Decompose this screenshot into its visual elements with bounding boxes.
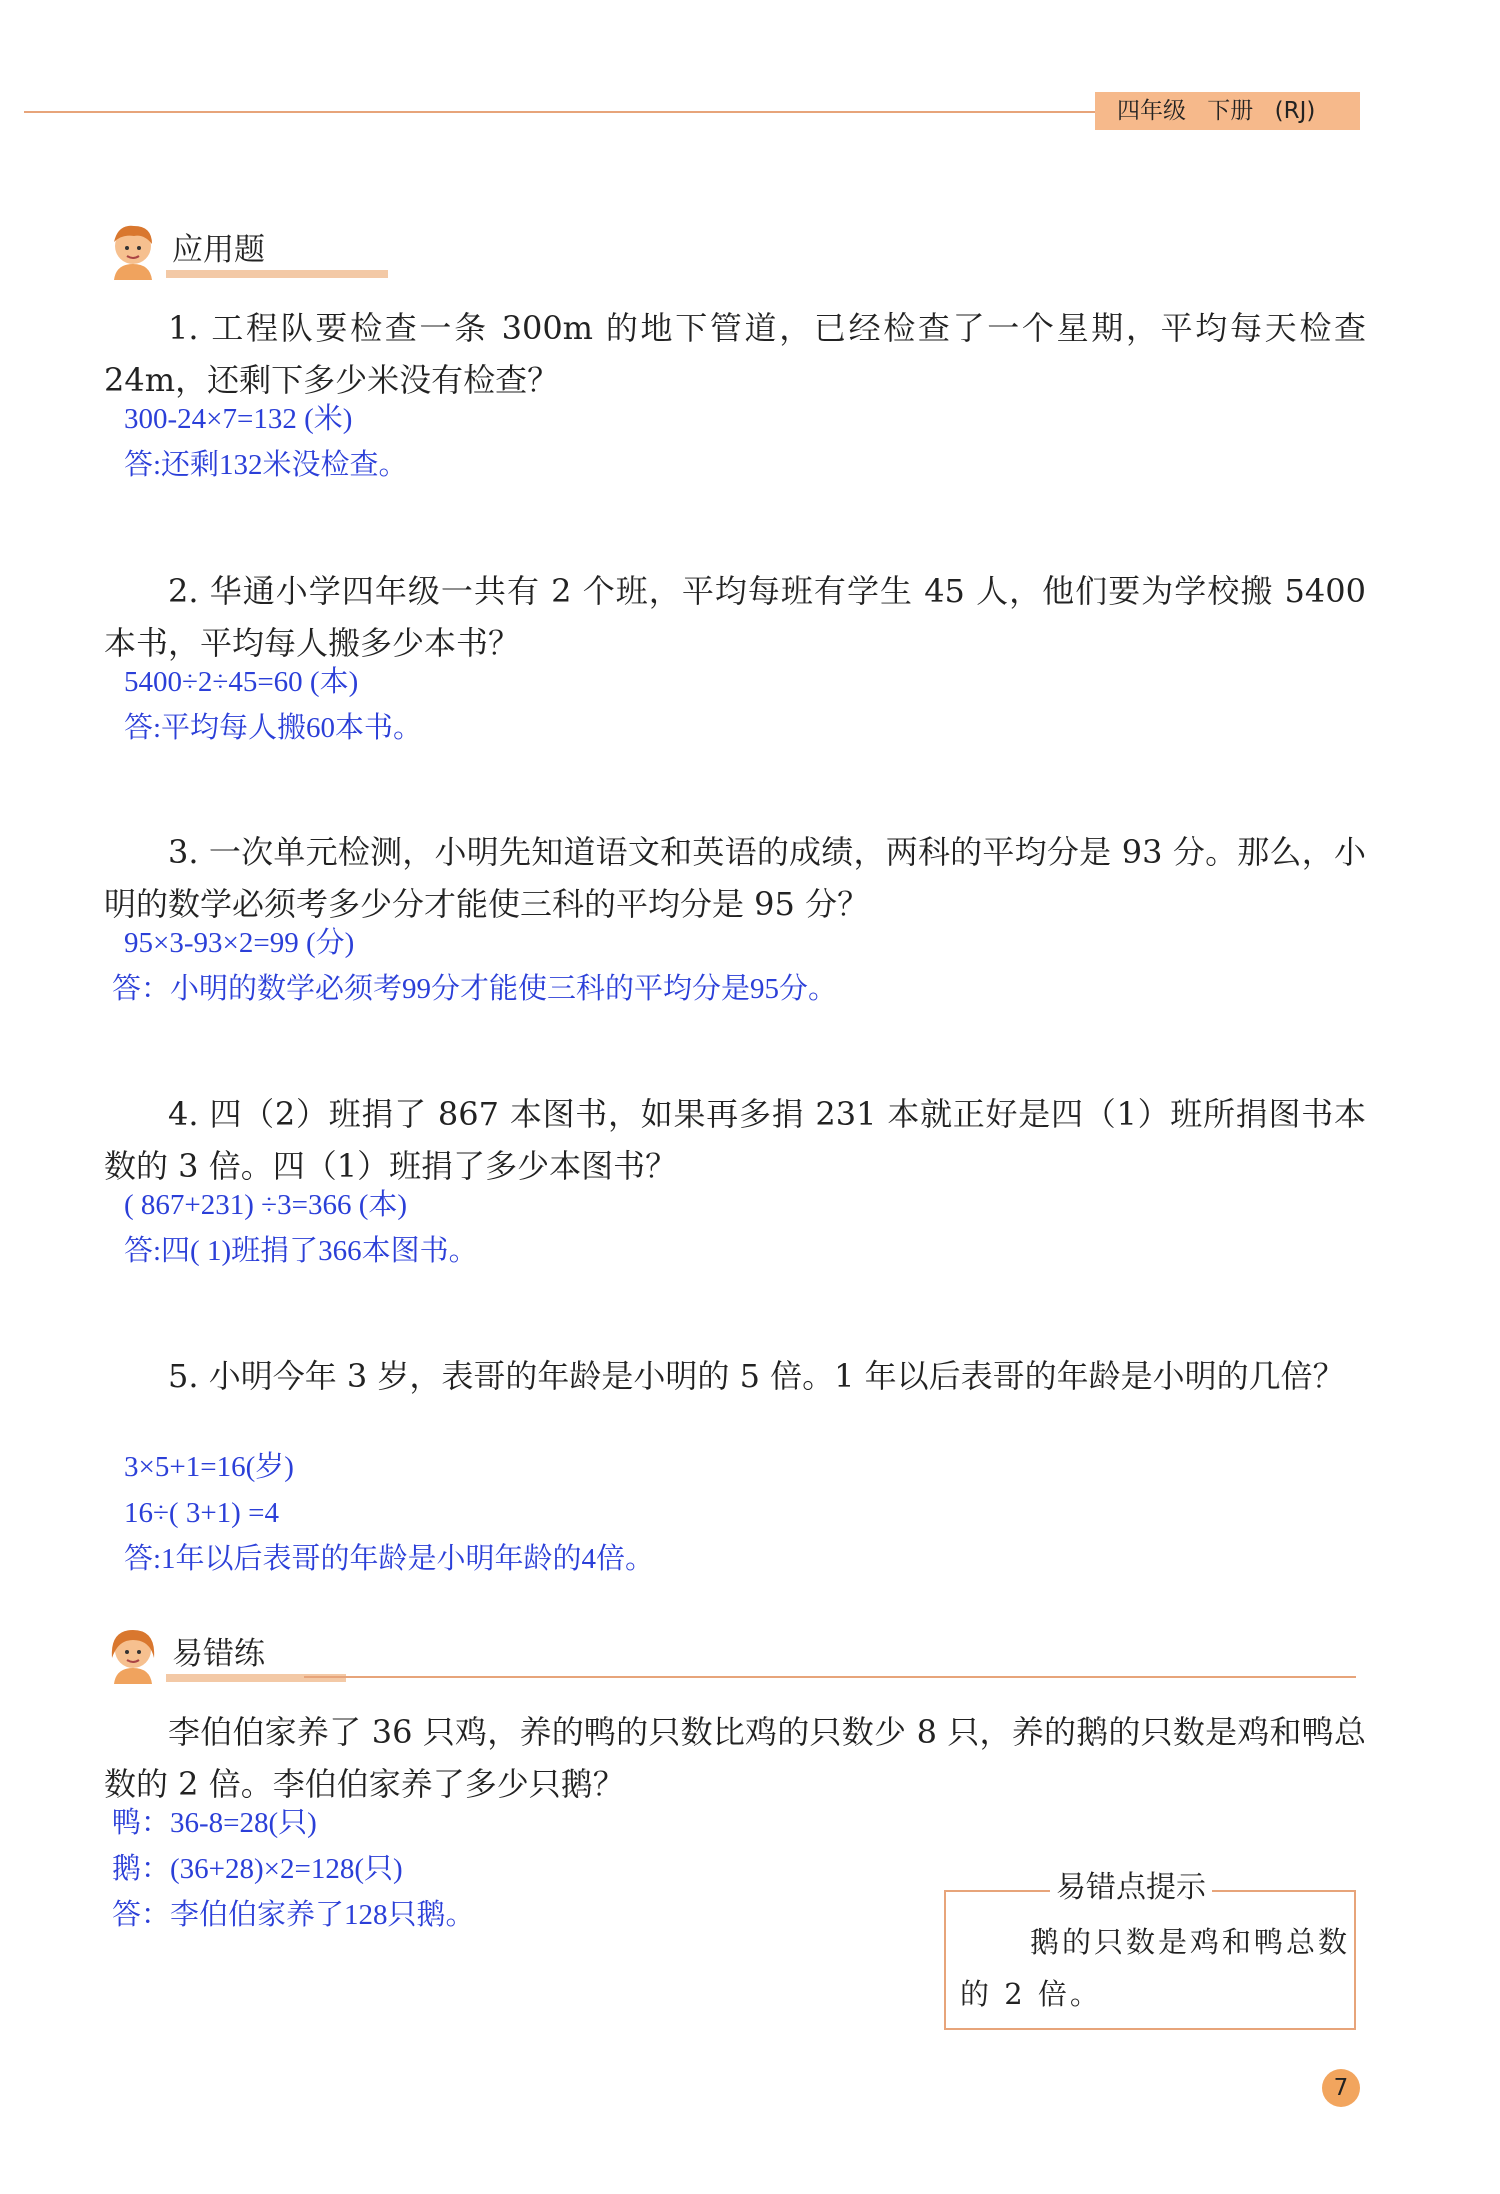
error-question: 李伯伯家养了 36 只鸡，养的鸭的只数比鸡的只数少 8 只，养的鹅的只数是鸡和鸭总数的 2 倍。李伯伯家养了多少只鹅？ — [104, 1713, 1366, 1803]
answer-5-line-1: 3×5+1=16(岁) — [124, 1451, 294, 1483]
header-rule — [24, 111, 1095, 113]
answer-3-line-2: 答：小明的数学必须考99分才能使三科的平均分是95分。 — [112, 973, 838, 1005]
section-title: 应用题 — [172, 232, 265, 268]
answer-4-line-1: ( 867+231) ÷3=366 (本) — [124, 1189, 408, 1221]
answer-2-line-1: 5400÷2÷45=60 (本) — [124, 666, 359, 698]
section-heading-error-prone — [104, 1624, 304, 1684]
error-answer-line-2: 鹅：(36+28)×2=128(只) — [112, 1853, 403, 1885]
section-rule — [304, 1676, 1356, 1678]
error-answer-line-3: 答：李伯伯家养了128只鹅。 — [112, 1899, 475, 1931]
section-heading-applied — [104, 220, 344, 280]
answer-5-line-2: 16÷( 3+1) =4 — [124, 1497, 279, 1529]
question-1: 1. 工程队要检查一条 300m 的地下管道，已经检查了一个星期，平均每天检查 24m，还剩下多少米没有检查？ — [104, 309, 1366, 399]
girl-avatar-icon — [104, 1624, 162, 1684]
question-5: 5. 小明今年 3 岁，表哥的年龄是小明的 5 倍。1 年以后表哥的年龄是小明的几倍？ — [168, 1357, 1345, 1395]
answer-4-line-2: 答:四( 1)班捐了366本图书。 — [124, 1235, 478, 1267]
tip-title: 易错点提示 — [1050, 1866, 1212, 1910]
tip-text: 鹅的只数是鸡和鸭总数的 2 倍。 — [960, 1925, 1351, 2011]
answer-3-line-1: 95×3-93×2=99 (分) — [124, 927, 355, 959]
answer-2-line-2: 答:平均每人搬60本书。 — [124, 712, 423, 744]
answer-1-line-2: 答:还剩132米没检查。 — [124, 449, 408, 481]
error-answer-line-1: 鸭：36-8=28(只) — [112, 1807, 317, 1839]
question-2: 2. 华通小学四年级一共有 2 个班，平均每班有学生 45 人，他们要为学校搬 5400 本书，平均每人搬多少本书？ — [104, 572, 1366, 662]
question-4: 4. 四（2）班捐了 867 本图书，如果再多捐 231 本就正好是四（1）班所捐图书本数的 3 倍。四（1）班捐了多少本图书？ — [104, 1095, 1366, 1185]
grade-tag: 四年级 下册 (RJ) — [1095, 92, 1360, 130]
page-number-badge: 7 — [1322, 2069, 1360, 2107]
answer-1-line-1: 300-24×7=132 (米) — [124, 403, 353, 435]
boy-avatar-icon — [104, 220, 162, 280]
section-title: 易错练 — [172, 1636, 265, 1672]
answer-5-line-3: 答:1年以后表哥的年龄是小明年龄的4倍。 — [124, 1543, 655, 1575]
question-3: 3. 一次单元检测，小明先知道语文和英语的成绩，两科的平均分是 93 分。那么，小明的数学必须考多少分才能使三科的平均分是 95 分？ — [104, 833, 1366, 923]
